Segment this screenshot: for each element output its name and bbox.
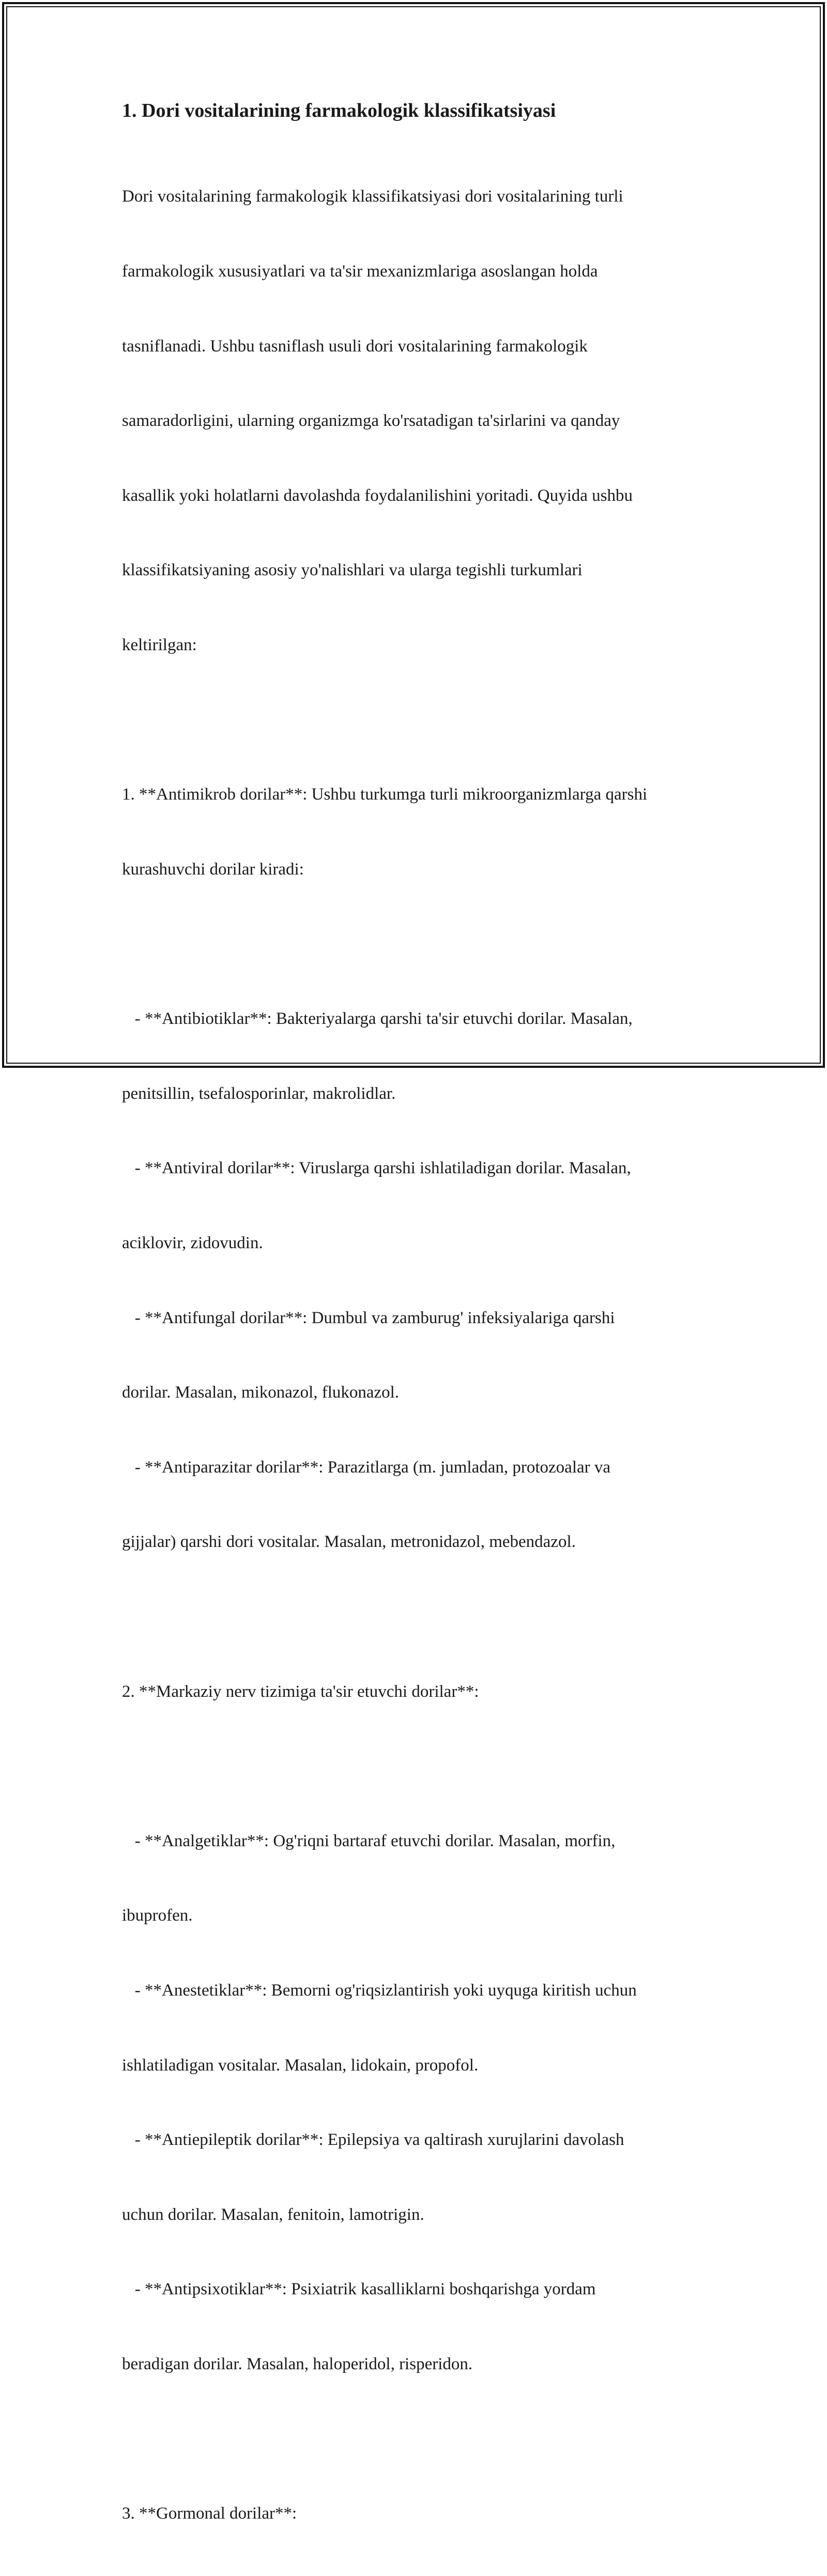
- blank-line: [122, 932, 716, 957]
- text-line: - **Antiparazitar dorilar**: Parazitlarga (m. jumladan, protozoalar va: [122, 1458, 611, 1477]
- text-line: - **Antiviral dorilar**: Viruslarga qarshi ishlatiladigan dorilar. Masalan,: [122, 1159, 631, 1178]
- text-line: penitsillin, tsefalosporinlar, makrolidlar.: [122, 1084, 396, 1103]
- document-page: [122, 97, 716, 2576]
- text-line: 3. **Gormonal dorilar**:: [122, 2504, 297, 2523]
- text-line: - **Antiepileptik dorilar**: Epilepsiya va qaltirash xurujlarini davolash: [122, 2130, 624, 2150]
- text-line: 2. **Markaziy nerv tizimiga ta'sir etuvchi dorilar**:: [122, 1682, 479, 1701]
- document-body: [122, 134, 716, 2576]
- text-line: keltirilgan:: [122, 636, 197, 655]
- text-line: 1. **Antimikrob dorilar**: Ushbu turkumga turli mikroorganizmlarga qarshi: [122, 785, 648, 804]
- text-line: tasniflanadi. Ushbu tasniflash usuli dori vositalarining farmakologik: [122, 336, 588, 356]
- text-line: - **Antifungal dorilar**: Dumbul va zamburug' infeksiyalariga qarshi: [122, 1308, 615, 1327]
- blank-line: [122, 2427, 716, 2451]
- text-line: ibuprofen.: [122, 1906, 193, 1925]
- document-heading: 1. Dori vositalarining farmakologik klassifikatsiyasi: [122, 100, 556, 121]
- text-line: farmakologik xususiyatlari va ta'sir mexanizmlariga asoslangan holda: [122, 262, 598, 281]
- blank-line: [122, 1604, 716, 1629]
- blank-line: [122, 1754, 716, 1778]
- text-line: ishlatiladigan vositalar. Masalan, lidokain, propofol.: [122, 2056, 479, 2075]
- text-line: kasallik yoki holatlarni davolashda foydalanilishini yoritadi. Quyida ushbu: [122, 486, 633, 505]
- text-line: klassifikatsiyaning asosiy yo'nalishlari va ularga tegishli turkumlari: [122, 561, 583, 580]
- text-line: uchun dorilar. Masalan, fenitoin, lamotrigin.: [122, 2205, 424, 2224]
- text-line: - **Antibiotiklar**: Bakteriyalarga qarshi ta'sir etuvchi dorilar. Masalan,: [122, 1009, 633, 1029]
- text-line: kurashuvchi dorilar kiradi:: [122, 860, 304, 879]
- text-line: aciklovir, zidovudin.: [122, 1233, 263, 1252]
- text-line: dorilar. Masalan, mikonazol, flukonazol.: [122, 1383, 400, 1402]
- text-line: Dori vositalarining farmakologik klassifikatsiyasi dori vositalarining turli: [122, 187, 623, 206]
- text-line: gijjalar) qarshi dori vositalar. Masalan, metronidazol, mebendazol.: [122, 1532, 576, 1552]
- text-line: - **Analgetiklar**: Og'riqni bartaraf etuvchi dorilar. Masalan, morfin,: [122, 1831, 616, 1850]
- text-line: samaradorligini, ularning organizmga ko'rsatadigan ta'sirlarini va qanday: [122, 411, 620, 431]
- text-line: - **Anestetiklar**: Bemorni og'riqsizlantirish yoki uyquga kiritish uchun: [122, 1981, 637, 2000]
- text-line: beradigan dorilar. Masalan, haloperidol, risperidon.: [122, 2355, 473, 2374]
- text-line: - **Antipsixotiklar**: Psixiatrik kasalliklarni boshqarishga yordam: [122, 2280, 596, 2299]
- blank-line: [122, 708, 716, 732]
